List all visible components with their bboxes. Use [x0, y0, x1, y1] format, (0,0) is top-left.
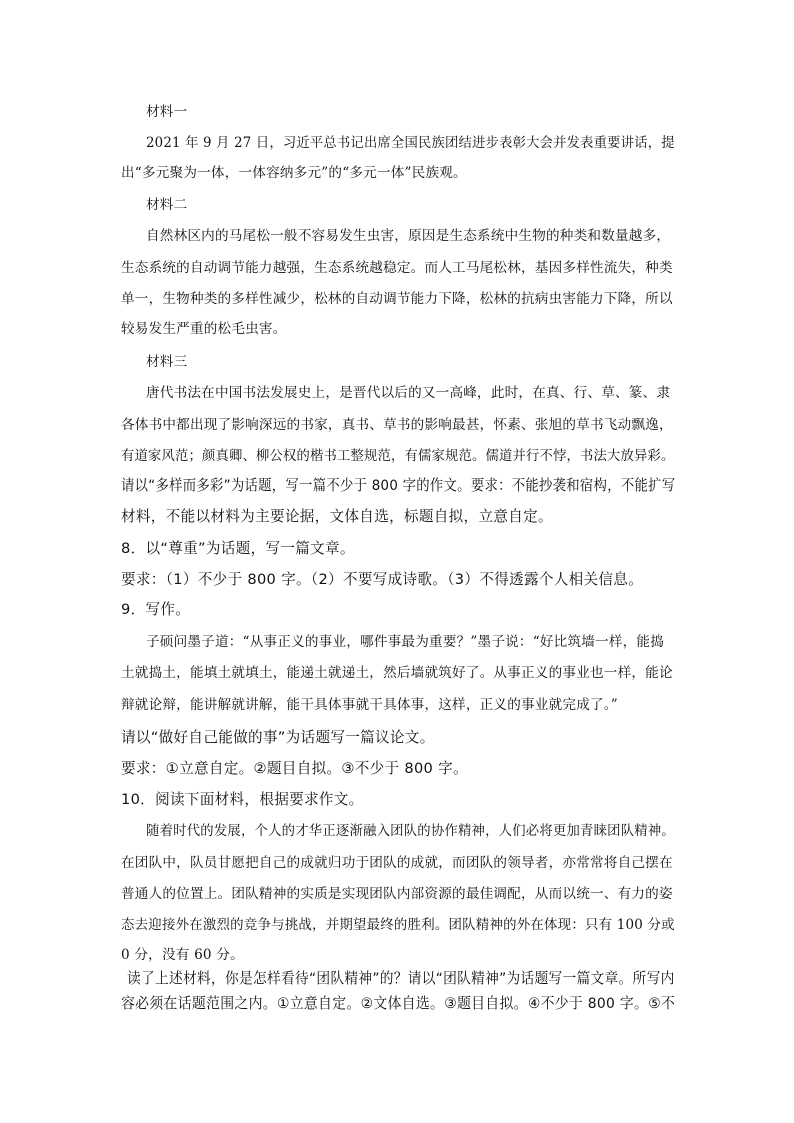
q10-material-line-3: 普通人的位置上。团队精神的实质是实现团队内部资源的最佳调配，从而以统一、有力的姿 [121, 886, 673, 902]
q10-material-line-1: 随着时代的发展，个人的才华正逐渐融入团队的协作精神，人们必将更加青睐团队精神。 [146, 823, 675, 839]
q9-material-line-2: 土就捣土，能填土就填土，能递土就递土，然后墙就筑好了。从事正义的事业也一样，能论 [121, 665, 673, 681]
q10-material-line-2: 在团队中，队员甘愿把自己的成就归功于团队的成就，而团队的领导者，亦常常将自己摆在 [121, 855, 673, 871]
q8-title: 8．以“尊重”为话题，写一篇文章。 [121, 540, 355, 557]
material3-line-3: 有道家风范；颜真卿、柳公权的楷书工整规范，有儒家规范。儒道并行不悖，书法大放异彩。 [121, 448, 675, 464]
material2-line-2: 生态系统的自动调节能力越强，生态系统越稳定。而人工马尾松林，基因多样性流失，种类 [121, 260, 673, 276]
material2-line-1: 自然林区内的马尾松一般不容易发生虫害，原因是生态系统中生物的种类和数量越多， [146, 228, 671, 244]
material2-line-3: 单一，生物种类的多样性减少，松林的自动调节能力下降，松林的抗病虫害能力下降，所以 [121, 291, 673, 307]
q10-material-line-5: 0 分，没有 60 分。 [121, 947, 244, 963]
q10-requirement-line-1: 读了上述材料，你是怎样看待“团队精神”的？请以“团队精神”为话题写一篇文章。所写内 [127, 970, 675, 987]
material3-line-2: 各体书中都出现了影响深远的书家，真书、草书的影响最甚，怀素、张旭的草书飞动飘逸， [121, 417, 673, 433]
material1-line-1: 2021 年 9 月 27 日，习近平总书记出席全国民族团结进步表彰大会并发表重要讲话，提 [146, 135, 675, 151]
material1-heading: 材料一 [146, 104, 188, 120]
q7-requirement-line-1: 请以“多样而多彩”为话题，写一篇不少于 800 字的作文。要求：不能抄袭和宿构，不能扩写 [121, 477, 676, 494]
q10-material-line-4: 态去迎接外在激烈的竞争与挑战，并期望最终的胜利。团队精神的外在体现：只有 100 分或 [121, 917, 675, 933]
q7-requirement-line-2: 材料，不能以材料为主要论据，文体自选，标题自拟，立意自定。 [121, 508, 553, 525]
q9-topic: 请以“做好自己能做的事”为话题写一篇议论文。 [121, 729, 435, 746]
material3-heading: 材料三 [146, 354, 188, 370]
q9-material-line-1: 子硕问墨子道：“从事正义的事业，哪件事最为重要？”墨子说：“好比筑墙一样，能捣 [146, 634, 665, 650]
material1-line-2: 出“多元聚为一体，一体容纳多元”的“多元一体”民族观。 [121, 165, 467, 181]
q10-title: 10．阅读下面材料，根据要求作文。 [121, 791, 364, 808]
q8-requirement: 要求：（1）不少于 800 字。（2）不要写成诗歌。（3）不得透露个人相关信息。 [121, 571, 644, 588]
material2-line-4: 较易发生严重的松毛虫害。 [121, 321, 287, 337]
q9-title: 9．写作。 [121, 601, 191, 618]
q9-requirement: 要求：①立意自定。②题目自拟。③不少于 800 字。 [121, 760, 468, 777]
material3-line-1: 唐代书法在中国书法发展史上，是晋代以后的又一高峰，此时，在真、行、草、篆、隶 [146, 385, 671, 401]
q10-requirement-line-2: 容必须在话题范围之内。①立意自定。②文体自选。③题目自拟。④不少于 800 字。⑤不 [121, 995, 676, 1012]
material2-heading: 材料二 [146, 197, 188, 213]
q9-material-line-3: 辩就论辩，能讲解就讲解，能干具体事就干具体事，这样，正义的事业就完成了。” [121, 697, 618, 713]
